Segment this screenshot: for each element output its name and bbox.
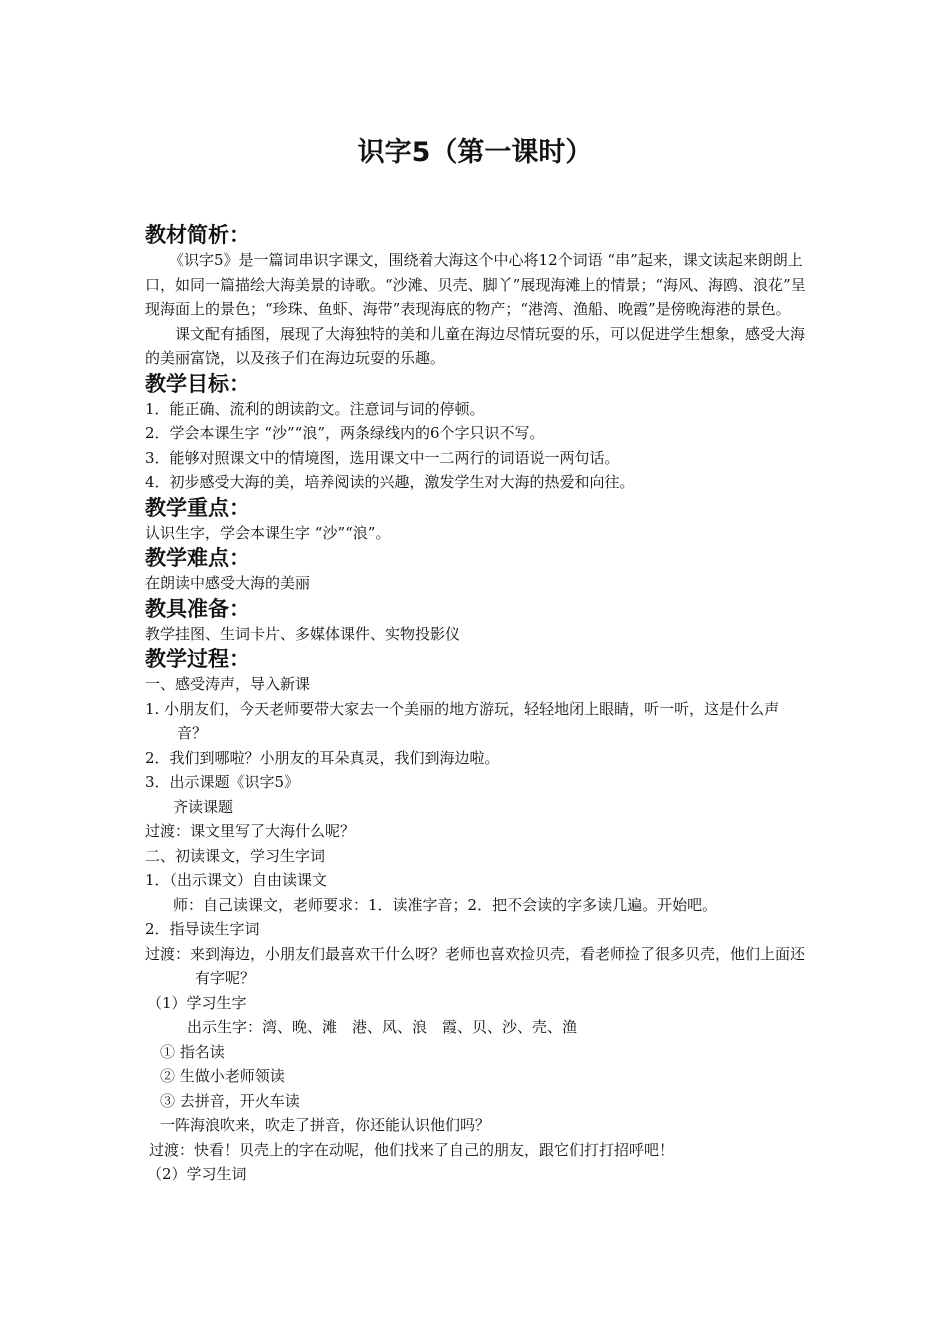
process-line: 3．出示课题《识字5》 bbox=[145, 773, 300, 791]
process-line: 师：自己读课文，老师要求：1．读准字音；2．把不会读的字多读几遍。开始吧。 bbox=[173, 895, 718, 914]
process-line: 1. 小朋友们，今天老师要带大家去一个美丽的地方游玩，轻轻地闭上眼睛，听一听，这是什么声音？ bbox=[145, 699, 780, 742]
process-line: 二、初读课文，学习生字词 bbox=[145, 846, 326, 865]
tools-text: 教学挂图、生词卡片、多媒体课件、实物投影仪 bbox=[145, 624, 461, 643]
goal-item: 3．能够对照课文中的情境图，选用课文中一二两行的词语说一两句话。 bbox=[145, 448, 620, 467]
goal-item: 1．能正确、流利的朗读韵文。注意词与词的停顿。 bbox=[145, 399, 485, 418]
process-line: ③ 去拼音，开火车读 bbox=[160, 1091, 300, 1110]
analysis-paragraph-1: 《识字5》是一篇词串识字课文，围绕着大海这个中心将12个词语 “串”起来，课文读起来朗朗上口，如同一篇描绘大海美景的诗歌。“沙滩、贝壳、脚丫”展现海滩上的情景；“海风、海鸥、浪花”呈现海面上的景色；“珍珠、鱼虾、海带”表现海底的物产；“港湾、渔船、晚霞”是傍晚海港的景色。 bbox=[145, 251, 806, 318]
analysis-paragraph-2: 课文配有插图，展现了大海独特的美和儿童在海边尽情玩耍的乐，可以促进学生想象，感受大海的美丽富饶，以及孩子们在海边玩耍的乐趣。 bbox=[145, 324, 806, 367]
process-line: （2）学习生词 bbox=[147, 1165, 247, 1183]
process-line: ① 指名读 bbox=[160, 1042, 225, 1061]
section-heading-goals: 教学目标： bbox=[145, 371, 250, 396]
section-heading-process: 教学过程： bbox=[145, 647, 250, 671]
process-line: 过渡：课文里写了大海什么呢？ bbox=[145, 822, 356, 840]
process-line: 2．指导读生字词 bbox=[145, 920, 260, 938]
document-body bbox=[145, 222, 809, 1187]
goal-item: 2．学会本课生字 “沙”“浪”，两条绿线内的6个字只识不写。 bbox=[145, 424, 545, 442]
section-heading-tools: 教具准备： bbox=[145, 596, 250, 621]
process-line: 齐读课题 bbox=[173, 797, 234, 816]
process-line: 2．我们到哪啦？小朋友的耳朵真灵，我们到海边啦。 bbox=[145, 748, 500, 767]
section-heading-difficulty: 教学难点： bbox=[145, 546, 250, 570]
process-line: 一、感受涛声，导入新课 bbox=[145, 675, 311, 693]
page-title: 识字5（第一课时） bbox=[357, 137, 593, 168]
section-heading-key-points: 教学重点： bbox=[145, 495, 250, 520]
difficulty-text: 在朗读中感受大海的美丽 bbox=[145, 574, 311, 592]
process-line: 一阵海浪吹来，吹走了拼音，你还能认识他们吗？ bbox=[160, 1116, 491, 1134]
process-line: 出示生字：湾、晚、滩 港、风、浪 霞、贝、沙、壳、渔 bbox=[187, 1018, 578, 1036]
process-line: 过渡：快看！贝壳上的字在动呢，他们找来了自己的朋友，跟它们打打招呼吧！ bbox=[149, 1140, 675, 1159]
process-line: （1）学习生字 bbox=[147, 993, 247, 1012]
key-points-text: 认识生字，学会本课生字 “沙”“浪”。 bbox=[145, 523, 391, 542]
process-line: ② 生做小老师领读 bbox=[160, 1067, 285, 1085]
process-line: 1．（出示课文）自由读课文 bbox=[145, 871, 328, 889]
process-line: 过渡：来到海边，小朋友们最喜欢干什么呀？老师也喜欢捡贝壳，看老师捡了很多贝壳，他们上面还有字呢？ bbox=[145, 944, 806, 987]
section-heading-analysis: 教材简析： bbox=[145, 223, 250, 247]
goal-item: 4．初步感受大海的美，培养阅读的兴趣，激发学生对大海的热爱和向往。 bbox=[145, 473, 635, 491]
